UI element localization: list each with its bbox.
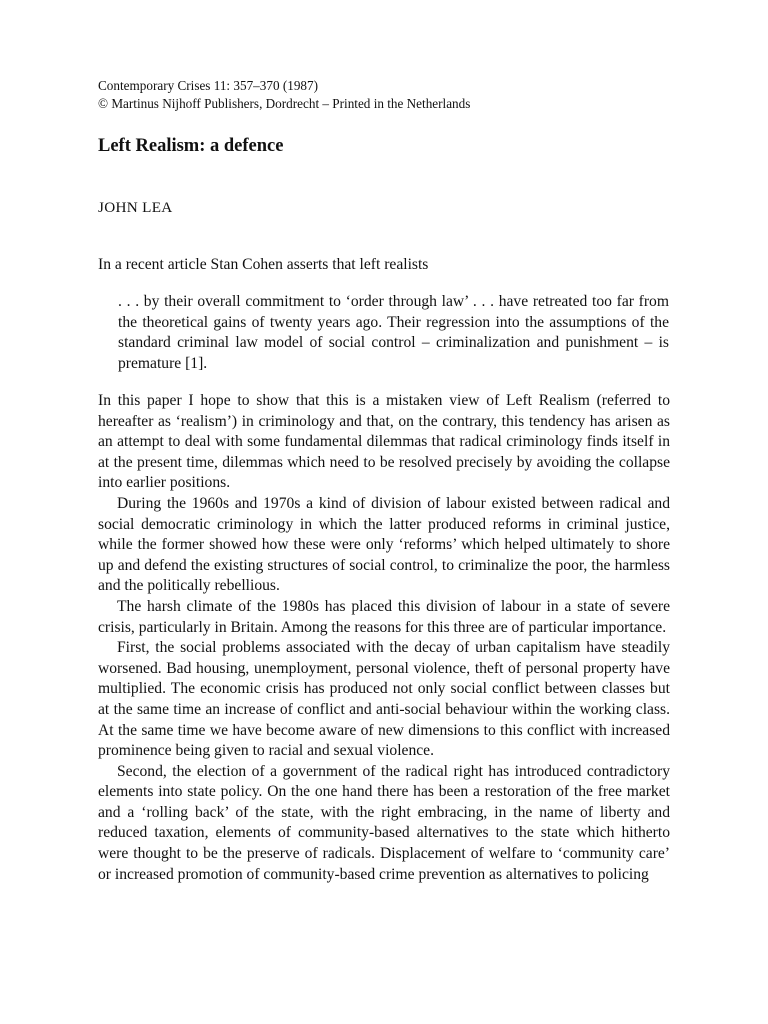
intro-sentence: In a recent article Stan Cohen asserts that left realists bbox=[98, 256, 429, 273]
journal-citation: Contemporary Crises 11: 357–370 (1987) bbox=[98, 78, 319, 93]
publisher-line: © Martinus Nijhoff Publishers, Dordrecht – Printed in the Netherlands bbox=[98, 96, 471, 111]
paragraph: Second, the election of a government of the radical right has introduced contradictory elements into state policy. On the one hand there has been a restoration of the free market and a ‘rolling back’ of the state, with the right embracing, in the name of liberty and reduced taxation, elements of community-based alternatives to the state which hitherto were thought to be the preserve of radicals. Displacement of welfare to ‘community care’ or increased promotion of community-based crime prevention as alternatives to policing bbox=[98, 762, 670, 883]
article-body bbox=[98, 391, 670, 885]
paragraph: In this paper I hope to show that this is a mistaken view of Left Realism (referred to hereafter as ‘realism’) in criminology and that, on the contrary, this tendency has arisen as an attempt to deal with some fundamental dilemmas that radical criminology finds itself in at the present time, dilemmas which need to be resolved precisely by avoiding the collapse into earlier positions. bbox=[98, 392, 670, 492]
article-author: JOHN LEA bbox=[98, 199, 173, 216]
paragraph: During the 1960s and 1970s a kind of division of labour existed between radical and social democratic criminology in which the latter produced reforms in criminal justice, while the former showed how these were only ‘reforms’ which helped ultimately to shore up and defend the existing structures of social control, to criminalize the poor, the harmless and the politically rebellious. bbox=[98, 494, 670, 595]
block-quote: . . . by their overall commitment to ‘order through law’ . . . have retreated too far from the theoretical gains of twenty years ago. Their regression into the assumptions of the standard criminal law model of social control – criminalization and punishment – is premature [1]. bbox=[118, 293, 669, 372]
paragraph: First, the social problems associated with the decay of urban capitalism have steadily worsened. Bad housing, unemployment, personal violence, theft of personal property have multiplied. The economic crisis has produced not only social conflict between classes but at the same time an increase of conflict and anti-social behaviour within the working class. At the same time we have become aware of new dimensions to this conflict with increased prominence being given to racial and sexual violence. bbox=[98, 639, 670, 760]
journal-header bbox=[98, 77, 470, 113]
article-title: Left Realism: a defence bbox=[98, 136, 284, 156]
paragraph: The harsh climate of the 1980s has placed this division of labour in a state of severe crisis, particularly in Britain. Among the reasons for this three are of particular importance. bbox=[98, 597, 670, 636]
